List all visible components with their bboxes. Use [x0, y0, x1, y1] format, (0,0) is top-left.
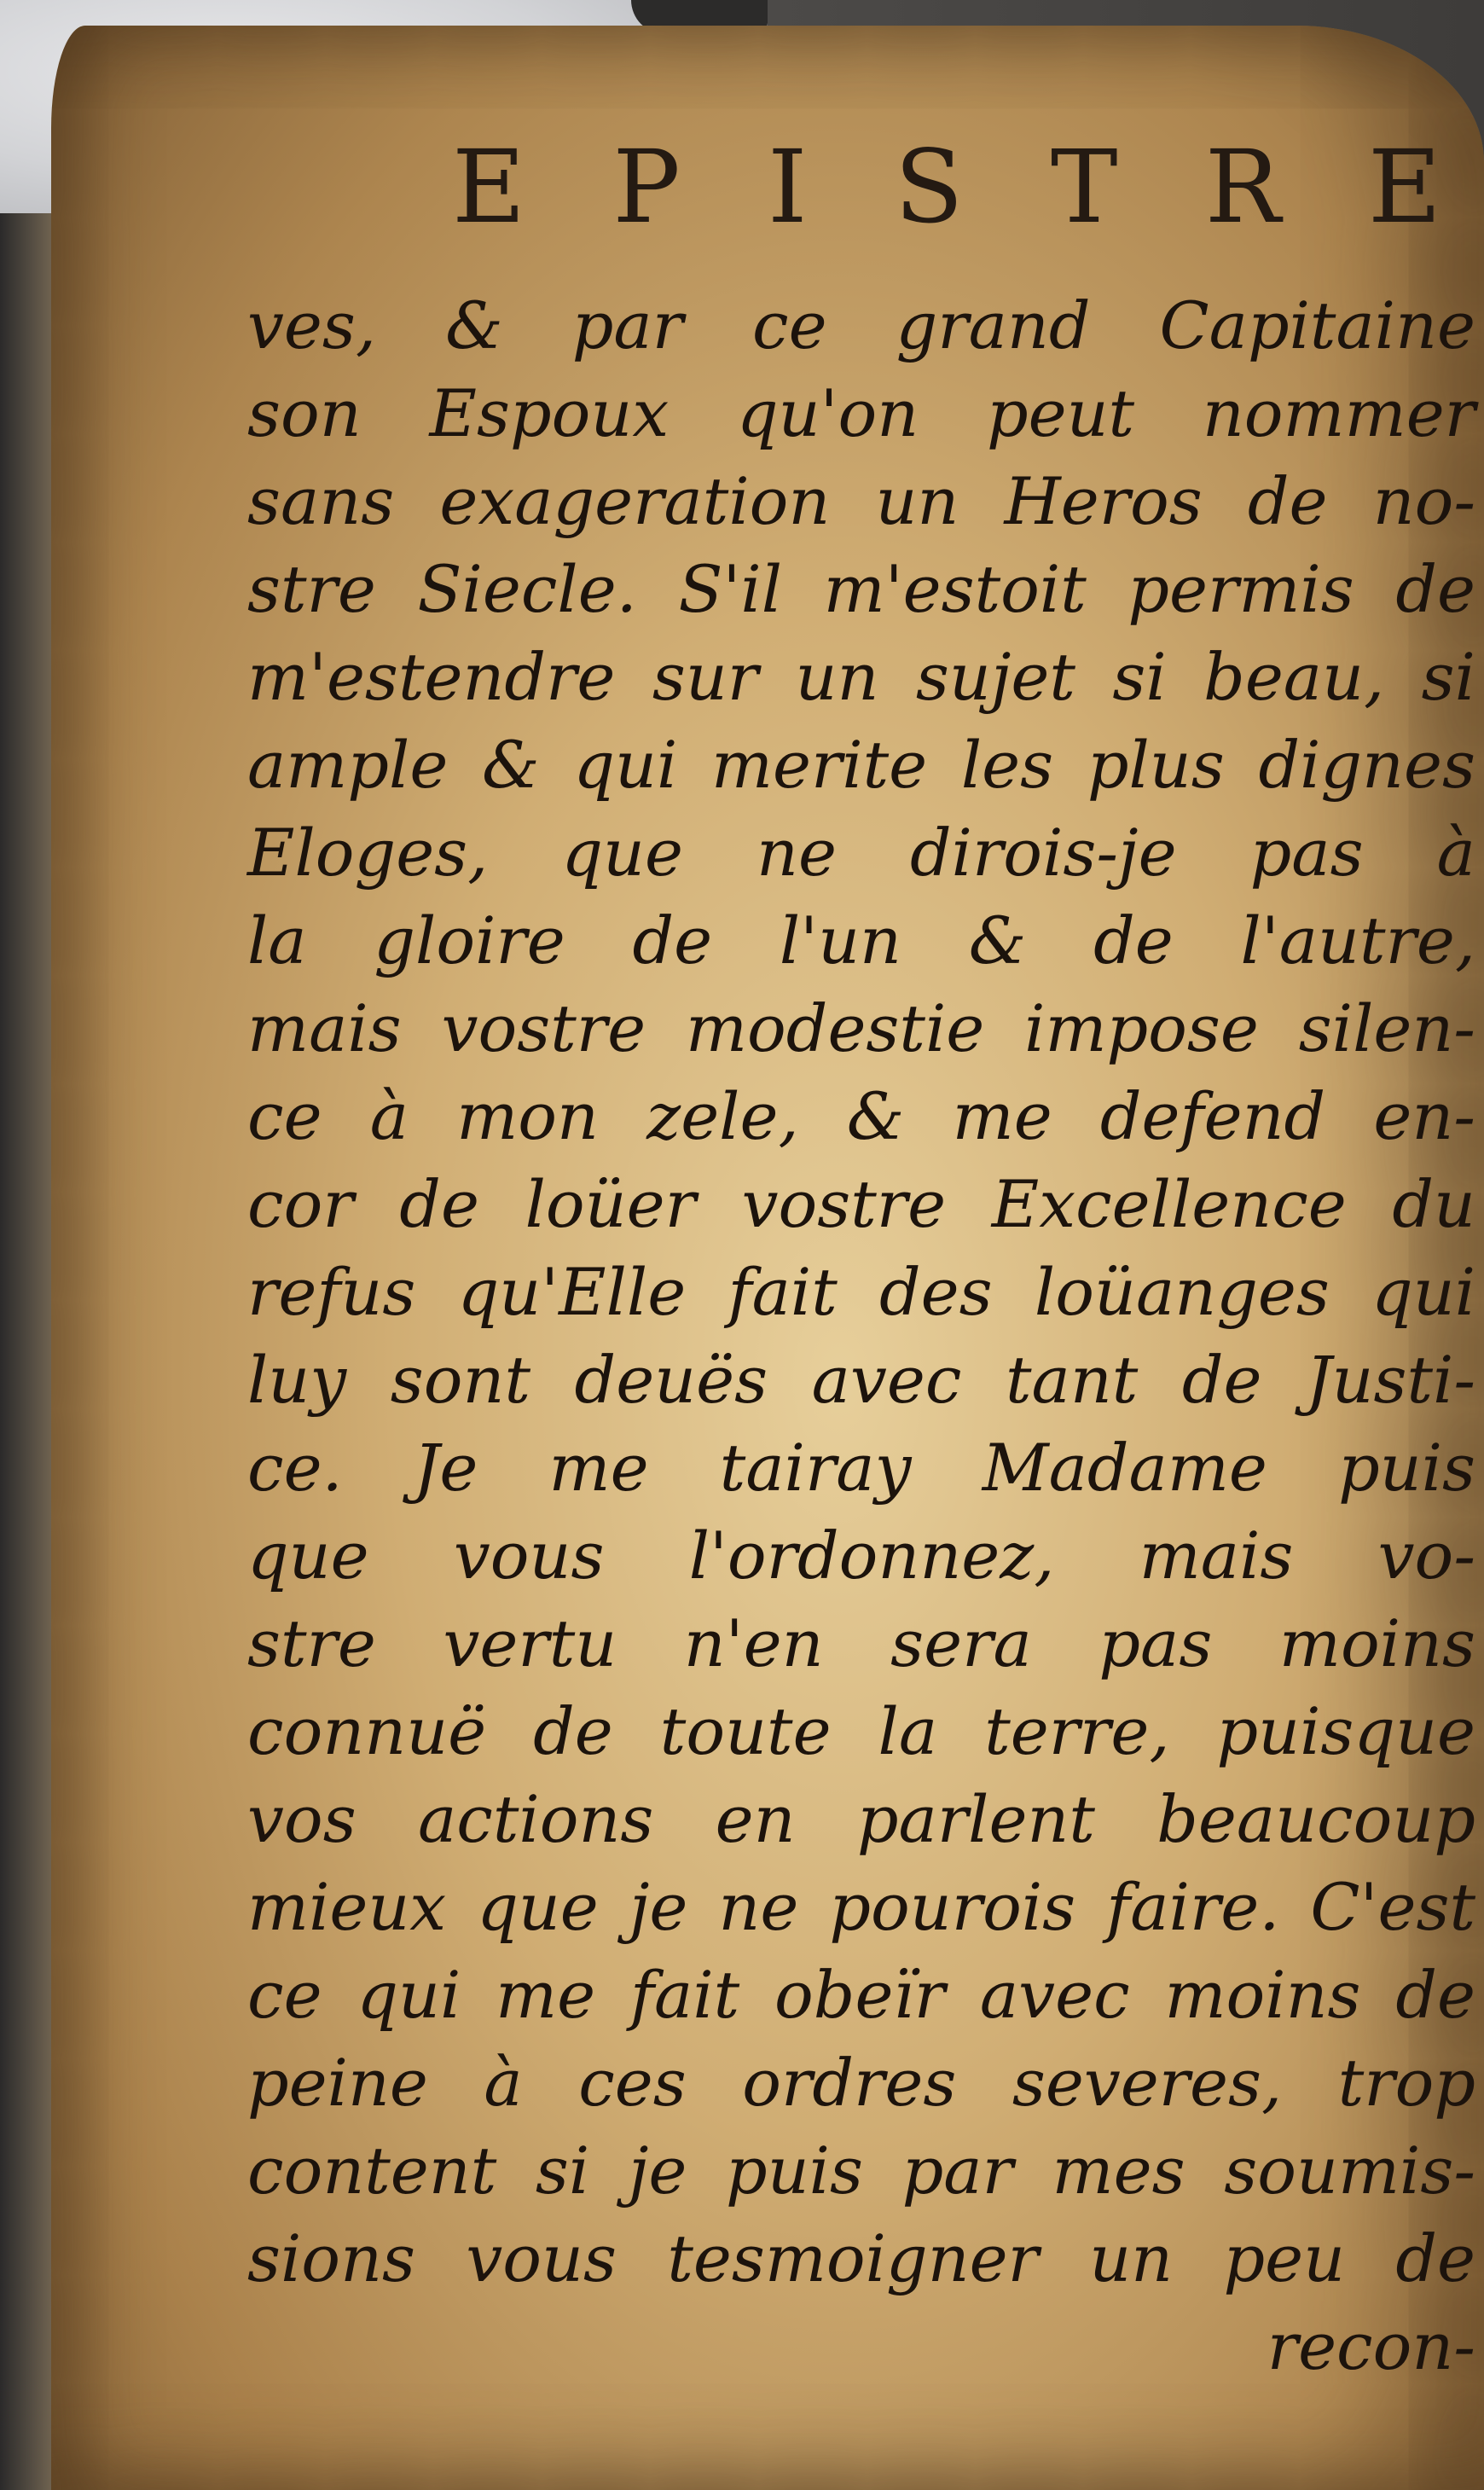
text-line: ce à mon zele, & me defend en- [247, 1078, 1475, 1154]
header-letter: S [894, 128, 964, 246]
text-line: cor de loüer vostre Excellence du [247, 1166, 1475, 1242]
text-line: peine à ces ordres severes, trop [247, 2045, 1475, 2121]
text-line: stre vertu n'en sera pas moins [247, 1605, 1475, 1681]
catchword: recon- [1267, 2308, 1475, 2384]
text-line: connuë de toute la terre, puisque [247, 1693, 1475, 1769]
text-line: ce qui me fait obeïr avec moins de [247, 1957, 1475, 2033]
text-line: stre Siecle. S'il m'estoit permis de [247, 551, 1475, 627]
header-letter: P [612, 128, 681, 246]
text-line: m'estendre sur un sujet si beau, si [247, 639, 1475, 715]
text-line: mieux que je ne pourois faire. C'est [247, 1869, 1475, 1945]
text-line: ves, & par ce grand Capitaine [247, 287, 1475, 363]
text-line: que vous l'ordonnez, mais vo- [247, 1518, 1475, 1593]
header-letter: I [767, 128, 808, 246]
header-letter: E [1367, 128, 1441, 246]
header-letter: T [1050, 128, 1118, 246]
text-line: ample & qui merite les plus dignes [247, 727, 1475, 803]
text-line: ce. Je me tairay Madame puis [247, 1430, 1475, 1506]
text-line: son Espoux qu'on peut nommer [247, 375, 1475, 451]
running-header [452, 128, 1441, 246]
text-line: content si je puis par mes soumis- [247, 2133, 1475, 2208]
text-line: la gloire de l'un & de l'autre, [247, 903, 1475, 978]
text-line: mais vostre modestie impose silen- [247, 990, 1475, 1066]
book-page [51, 26, 1484, 2490]
text-line: refus qu'Elle fait des loüanges qui [247, 1254, 1475, 1330]
text-line: luy sont deuës avec tant de Justi- [247, 1342, 1475, 1418]
header-letter: R [1204, 128, 1281, 246]
text-line: sions vous tesmoigner un peu de [247, 2220, 1475, 2296]
text-line: sans exageration un Heros de no- [247, 463, 1475, 539]
text-line: Eloges, que ne dirois-je pas à [247, 815, 1475, 891]
body-text [247, 282, 1475, 2390]
text-line: vos actions en parlent beaucoup [247, 1781, 1475, 1857]
header-letter: E [452, 128, 526, 246]
